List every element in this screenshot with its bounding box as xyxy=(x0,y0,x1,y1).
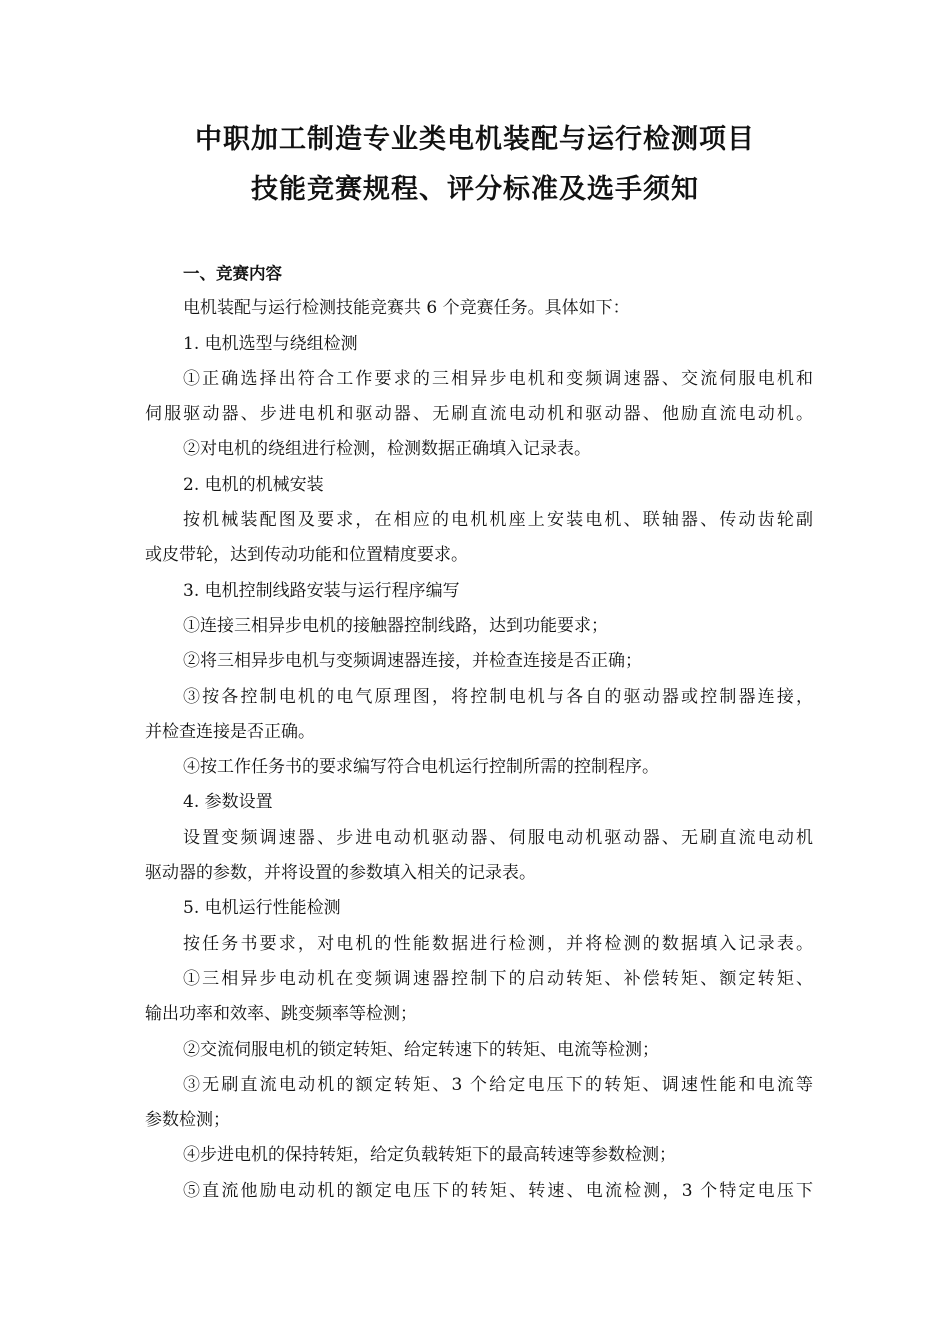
paragraph-line: 参数检测； xyxy=(145,1110,230,1131)
paragraph-line: ②交流伺服电机的锁定转矩、给定转速下的转矩、电流等检测； xyxy=(183,1039,659,1060)
paragraph-line: ①连接三相异步电机的接触器控制线路，达到功能要求； xyxy=(183,615,608,636)
paragraph-line: ②将三相异步电机与变频调速器连接，并检查连接是否正确； xyxy=(183,651,642,672)
paragraph-line: ①正确选择出符合工作要求的三相异步电机和变频调速器、交流伺服电机和 xyxy=(183,368,813,389)
paragraph-line: ⑤直流他励电动机的额定电压下的转矩、转速、电流检测，3 个特定电压下 xyxy=(183,1180,813,1201)
subsection-heading: 4. 参数设置 xyxy=(183,792,273,813)
paragraph-line: ④步进电机的保持转矩，给定负载转矩下的最高转速等参数检测； xyxy=(183,1145,676,1166)
paragraph-line: 设置变频调速器、步进电动机驱动器、伺服电动机驱动器、无刷直流电动机 xyxy=(183,827,813,848)
paragraph-line: 按任务书要求，对电机的性能数据进行检测，并将检测的数据填入记录表。 xyxy=(183,933,813,954)
paragraph-line: ①三相异步电动机在变频调速器控制下的启动转矩、补偿转矩、额定转矩、 xyxy=(183,968,813,989)
document-body xyxy=(145,256,813,1209)
paragraph-line: 驱动器的参数，并将设置的参数填入相关的记录表。 xyxy=(145,863,536,884)
subsection-heading: 2. 电机的机械安装 xyxy=(183,474,324,495)
paragraph-line: 输出功率和效率、跳变频率等检测； xyxy=(145,1004,417,1025)
paragraph-line: 按机械装配图及要求，在相应的电机机座上安装电机、联轴器、传动齿轮副 xyxy=(183,510,813,531)
paragraph-line: ③无刷直流电动机的额定转矩、3 个给定电压下的转矩、调速性能和电流等 xyxy=(183,1074,813,1095)
document-title-line-2: 技能竞赛规程、评分标准及选手须知 xyxy=(251,174,699,205)
paragraph-line: 或皮带轮，达到传动功能和位置精度要求。 xyxy=(145,545,468,566)
paragraph-line: ③按各控制电机的电气原理图，将控制电机与各自的驱动器或控制器连接， xyxy=(183,686,813,707)
paragraph-line: 伺服驱动器、步进电机和驱动器、无刷直流电动机和驱动器、他励直流电动机。 xyxy=(145,404,813,425)
subsection-heading: 1. 电机选型与绕组检测 xyxy=(183,333,358,354)
paragraph-line: ②对电机的绕组进行检测，检测数据正确填入记录表。 xyxy=(183,439,591,460)
paragraph-line: 电机装配与运行检测技能竞赛共 6 个竞赛任务。具体如下： xyxy=(183,298,630,319)
paragraph-line: ④按工作任务书的要求编写符合电机运行控制所需的控制程序。 xyxy=(183,757,659,778)
paragraph-line: 并检查连接是否正确。 xyxy=(145,721,315,742)
section-heading-competition-content: 一、竞赛内容 xyxy=(183,264,282,283)
document-title-line-1: 中职加工制造专业类电机装配与运行检测项目 xyxy=(195,124,755,155)
subsection-heading: 5. 电机运行性能检测 xyxy=(183,898,341,919)
subsection-heading: 3. 电机控制线路安装与运行程序编写 xyxy=(183,580,460,601)
